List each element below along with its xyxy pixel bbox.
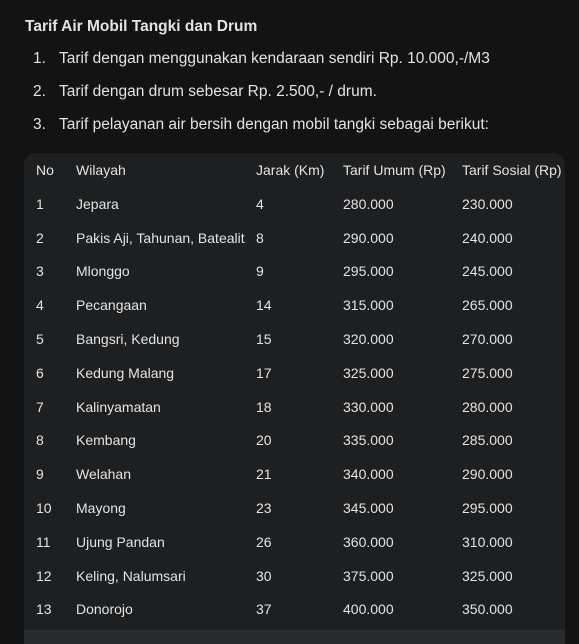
cell-tarif-sosial: 350.000 bbox=[462, 601, 513, 618]
table-row bbox=[24, 255, 565, 289]
cell-wilayah: Keling, Nalumsari bbox=[76, 567, 186, 584]
tariff-table-container bbox=[24, 153, 565, 644]
cell-tarif-umum: 340.000 bbox=[343, 466, 394, 483]
table-row bbox=[24, 221, 565, 255]
cell-wilayah: Kedung Malang bbox=[76, 364, 175, 381]
cell-tarif-sosial: 325.000 bbox=[462, 567, 513, 584]
table-row bbox=[24, 559, 565, 593]
cell-tarif-sosial: 230.000 bbox=[462, 195, 513, 212]
table-scrollbar-track[interactable] bbox=[24, 630, 565, 644]
column-header-no: No bbox=[36, 162, 54, 178]
column-header-tarif-sosial: Tarif Sosial (Rp) bbox=[462, 162, 562, 178]
cell-no: 2 bbox=[36, 229, 44, 246]
cell-tarif-umum: 325.000 bbox=[343, 364, 394, 381]
list-item bbox=[33, 80, 490, 113]
table-row bbox=[24, 288, 565, 322]
cell-tarif-sosial: 240.000 bbox=[462, 229, 513, 246]
cell-no: 3 bbox=[36, 263, 44, 280]
cell-jarak: 21 bbox=[256, 466, 272, 483]
cell-tarif-umum: 400.000 bbox=[343, 601, 394, 618]
list-item-text: Tarif dengan menggunakan kendaraan sendiri Rp. 10.000,-/M3 bbox=[59, 50, 490, 67]
list-item-number: 3. bbox=[33, 116, 46, 133]
cell-no: 7 bbox=[36, 398, 44, 415]
table-row bbox=[24, 356, 565, 390]
cell-jarak: 18 bbox=[256, 398, 272, 415]
table-row bbox=[24, 525, 565, 559]
table-header-row bbox=[24, 153, 565, 187]
cell-tarif-sosial: 290.000 bbox=[462, 466, 513, 483]
cell-jarak: 20 bbox=[256, 432, 272, 449]
cell-no: 9 bbox=[36, 466, 44, 483]
list-item bbox=[33, 47, 490, 80]
cell-wilayah: Ujung Pandan bbox=[76, 533, 165, 550]
cell-tarif-umum: 375.000 bbox=[343, 567, 394, 584]
cell-no: 5 bbox=[36, 331, 44, 348]
cell-wilayah: Donorojo bbox=[76, 601, 133, 618]
cell-tarif-umum: 295.000 bbox=[343, 263, 394, 280]
cell-jarak: 23 bbox=[256, 500, 272, 517]
table-row bbox=[24, 457, 565, 491]
cell-wilayah: Welahan bbox=[76, 466, 132, 483]
cell-tarif-umum: 320.000 bbox=[343, 331, 394, 348]
cell-tarif-sosial: 275.000 bbox=[462, 364, 513, 381]
cell-tarif-umum: 360.000 bbox=[343, 533, 394, 550]
cell-tarif-umum: 335.000 bbox=[343, 432, 394, 449]
cell-tarif-sosial: 295.000 bbox=[462, 500, 513, 517]
list-item-number: 2. bbox=[33, 83, 46, 100]
cell-wilayah: Mayong bbox=[76, 500, 126, 517]
cell-tarif-umum: 290.000 bbox=[343, 229, 394, 246]
cell-jarak: 37 bbox=[256, 601, 272, 618]
cell-tarif-umum: 315.000 bbox=[343, 297, 394, 314]
cell-jarak: 15 bbox=[256, 331, 272, 348]
table-row bbox=[24, 491, 565, 525]
section-heading: Tarif Air Mobil Tangki dan Drum bbox=[25, 18, 258, 35]
cell-tarif-sosial: 270.000 bbox=[462, 331, 513, 348]
cell-tarif-sosial: 285.000 bbox=[462, 432, 513, 449]
cell-no: 10 bbox=[36, 500, 52, 517]
cell-tarif-umum: 330.000 bbox=[343, 398, 394, 415]
cell-no: 8 bbox=[36, 432, 44, 449]
cell-jarak: 9 bbox=[256, 263, 264, 280]
cell-wilayah: Bangsri, Kedung bbox=[76, 331, 180, 348]
cell-wilayah: Pecangaan bbox=[76, 297, 147, 314]
cell-no: 6 bbox=[36, 364, 44, 381]
column-header-wilayah: Wilayah bbox=[76, 162, 126, 178]
table-row bbox=[24, 390, 565, 424]
cell-wilayah: Pakis Aji, Tahunan, Batealit bbox=[76, 229, 245, 246]
list-item-text: Tarif pelayanan air bersih dengan mobil tangki sebagai berikut: bbox=[59, 116, 489, 133]
table-body bbox=[24, 187, 565, 626]
cell-wilayah: Kembang bbox=[76, 432, 136, 449]
cell-tarif-sosial: 265.000 bbox=[462, 297, 513, 314]
table-row bbox=[24, 187, 565, 221]
cell-no: 4 bbox=[36, 297, 44, 314]
cell-jarak: 26 bbox=[256, 533, 272, 550]
table-row bbox=[24, 593, 565, 627]
cell-jarak: 4 bbox=[256, 195, 264, 212]
cell-jarak: 14 bbox=[256, 297, 272, 314]
cell-tarif-sosial: 280.000 bbox=[462, 398, 513, 415]
tariff-table bbox=[24, 153, 565, 626]
column-header-tarif-umum: Tarif Umum (Rp) bbox=[343, 162, 446, 178]
cell-wilayah: Kalinyamatan bbox=[76, 398, 161, 415]
cell-no: 1 bbox=[36, 195, 44, 212]
cell-no: 11 bbox=[36, 533, 51, 550]
tariff-list bbox=[33, 47, 490, 146]
cell-tarif-umum: 280.000 bbox=[343, 195, 394, 212]
cell-no: 13 bbox=[36, 601, 52, 618]
list-item-text: Tarif dengan drum sebesar Rp. 2.500,- / drum. bbox=[59, 83, 377, 100]
list-item bbox=[33, 113, 490, 146]
table-row bbox=[24, 322, 565, 356]
cell-jarak: 17 bbox=[256, 364, 272, 381]
cell-tarif-sosial: 310.000 bbox=[462, 533, 513, 550]
cell-wilayah: Mlonggo bbox=[76, 263, 130, 280]
cell-no: 12 bbox=[36, 567, 52, 584]
cell-tarif-sosial: 245.000 bbox=[462, 263, 513, 280]
list-item-number: 1. bbox=[33, 50, 46, 67]
cell-jarak: 30 bbox=[256, 567, 272, 584]
column-header-jarak: Jarak (Km) bbox=[256, 162, 325, 178]
cell-wilayah: Jepara bbox=[76, 195, 119, 212]
cell-jarak: 8 bbox=[256, 229, 264, 246]
table-row bbox=[24, 424, 565, 458]
cell-tarif-umum: 345.000 bbox=[343, 500, 394, 517]
